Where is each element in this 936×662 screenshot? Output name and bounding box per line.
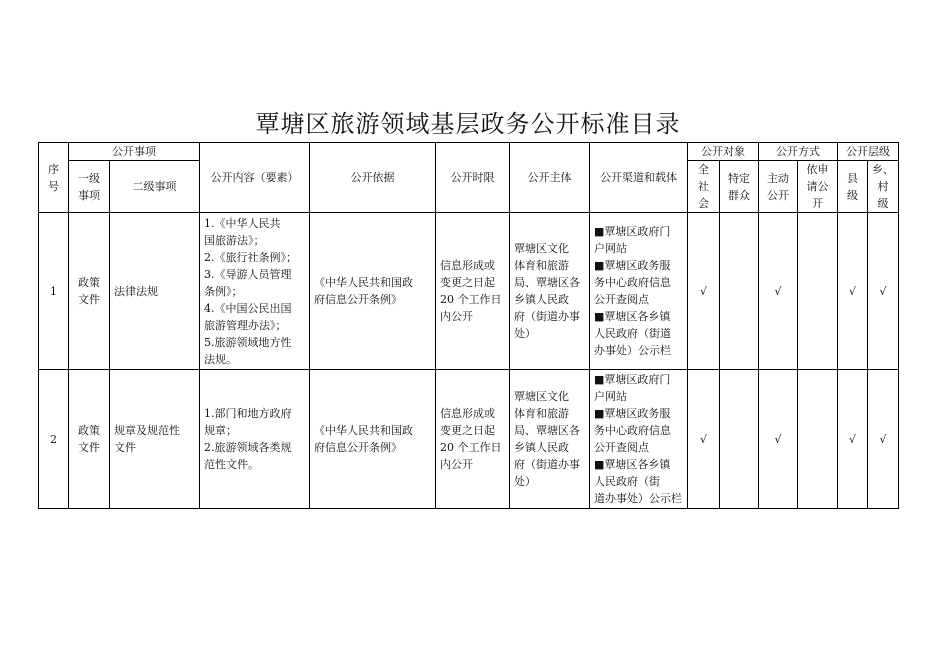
cell-line: 1.《中华人民共	[204, 216, 281, 230]
cell-line: 级	[877, 197, 889, 210]
cell-line: 主动	[767, 171, 789, 185]
header-level2: 二级事项	[110, 161, 200, 213]
cell-line: ■覃塘区政府门	[594, 373, 671, 386]
header-method-active	[759, 161, 798, 213]
cell-line: 规章及规范性	[114, 424, 180, 437]
cell-line: 范性文件。	[204, 458, 259, 471]
row-content	[200, 213, 310, 370]
row-time	[436, 213, 510, 370]
cell-line: 4.《中国公民出国	[204, 301, 292, 315]
row-level1	[69, 213, 110, 370]
row-level-county: √	[838, 213, 868, 370]
cell-line: 群众	[728, 188, 750, 202]
cell-line: 务中心政府信息	[594, 424, 671, 437]
cell-line: 20 个工作日	[440, 441, 502, 454]
cell-line: 国旅游法》；	[204, 233, 265, 247]
cell-line: 公开查阅点	[594, 293, 649, 306]
cell-line: 请公	[806, 180, 829, 193]
cell-line: 务中心政府信息	[594, 276, 671, 289]
cell-line: 信息形成或	[440, 259, 495, 272]
cell-line: 旅游管理办法》；	[204, 318, 287, 332]
cell-line: 户网站	[594, 242, 627, 255]
page-title: 覃塘区旅游领域基层政务公开标准目录	[255, 110, 681, 138]
row-channel	[590, 370, 688, 509]
cell-line: 社	[698, 180, 709, 193]
cell-line: 县	[847, 171, 858, 185]
cell-line: 覃塘区文化	[514, 242, 569, 255]
cell-line: 会	[698, 197, 709, 210]
cell-line: 规章；	[204, 424, 237, 437]
cell-line: 办事处）公示栏	[594, 344, 671, 357]
cell-line: 5.旅游领域地方性	[204, 335, 292, 349]
cell-line: 内公开	[440, 458, 473, 471]
table-row	[39, 370, 899, 509]
row-channel	[590, 213, 688, 370]
row-method-active: √	[759, 370, 798, 509]
cell-line: 信息形成或	[440, 407, 495, 420]
cell-line: 户网站	[594, 390, 627, 403]
header-target-all	[688, 161, 720, 213]
cell-line: 3.《导游人员管理	[204, 267, 292, 281]
row-level1	[69, 370, 110, 509]
row-seq: 1	[39, 213, 69, 370]
cell-line: 府信息公开条例》	[314, 293, 402, 306]
cell-line: 覃塘区文化	[514, 390, 569, 403]
cell-line: 文件	[78, 293, 100, 306]
cell-line: 体育和旅游	[514, 259, 569, 272]
cell-line: 法律法规	[114, 284, 158, 298]
row-level2	[110, 370, 200, 509]
cell-line: 政策	[78, 276, 100, 289]
header-level-town	[868, 161, 899, 213]
cell-line: 20 个工作日	[440, 293, 502, 306]
row-basis	[310, 213, 436, 370]
cell-line: 乡镇人民政	[514, 441, 569, 454]
cell-line: ■覃塘区政务服	[594, 407, 671, 420]
cell-line: 条例》；	[204, 284, 243, 298]
header-matters: 公开事项	[69, 143, 200, 161]
cell-line: 事项	[78, 188, 100, 202]
cell-line: 公开	[767, 188, 789, 202]
header-level1	[69, 161, 110, 213]
row-seq: 2	[39, 370, 69, 509]
cell-line: ■覃塘区政务服	[594, 259, 671, 272]
cell-line: 号	[48, 179, 59, 193]
header-subject: 公开主体	[510, 143, 590, 213]
cell-line: 变更之日起	[440, 276, 495, 289]
row-subject	[510, 370, 590, 509]
row-level-county: √	[838, 370, 868, 509]
row-basis	[310, 370, 436, 509]
row-target-specific	[720, 370, 759, 509]
cell-line: 特定	[728, 171, 750, 185]
cell-line: 村	[877, 180, 889, 193]
header-time: 公开时限	[436, 143, 510, 213]
cell-line: 府信息公开条例》	[314, 441, 402, 454]
row-target-all: √	[688, 213, 720, 370]
cell-line: 人民政府（街	[594, 475, 660, 488]
row-content	[200, 370, 310, 509]
cell-line: 一级	[78, 171, 100, 185]
catalog-table	[38, 142, 899, 509]
row-target-specific	[720, 213, 759, 370]
cell-line: 内公开	[440, 310, 473, 323]
cell-line: 1.部门和地方政府	[204, 407, 292, 420]
cell-line: 全	[698, 163, 709, 176]
row-method-apply	[798, 213, 838, 370]
cell-line: ■覃塘区各乡镇	[594, 458, 671, 471]
header-target: 公开对象	[688, 143, 759, 161]
cell-line: 人民政府（街道	[594, 327, 671, 340]
header-method: 公开方式	[759, 143, 838, 161]
header-method-apply	[798, 161, 838, 213]
cell-line: 局、覃塘区各	[514, 276, 580, 289]
cell-line: 局、覃塘区各	[514, 424, 580, 437]
cell-line: 公开查阅点	[594, 441, 649, 454]
row-level-town: √	[868, 370, 899, 509]
header-basis: 公开依据	[310, 143, 436, 213]
row-level-town: √	[868, 213, 899, 370]
row-time	[436, 370, 510, 509]
cell-line: 府（街道办事	[514, 310, 580, 323]
cell-line: 府（街道办事	[514, 458, 580, 471]
header-channel: 公开渠道和载体	[590, 143, 688, 213]
header-level: 公开层级	[838, 143, 899, 161]
cell-line: 法规。	[204, 352, 237, 366]
cell-line: 2.《旅行社条例》；	[204, 250, 297, 264]
cell-line: 处）	[514, 475, 536, 488]
cell-line: 依申	[806, 163, 829, 176]
cell-line: 体育和旅游	[514, 407, 569, 420]
cell-line: ■覃塘区各乡镇	[594, 310, 671, 323]
row-target-all: √	[688, 370, 720, 509]
cell-line: 处）	[514, 327, 536, 340]
header-content: 公开内容（要素）	[200, 143, 310, 213]
cell-line: 政策	[78, 424, 100, 437]
cell-line: 级	[847, 188, 858, 202]
cell-line: 《中华人民共和国政	[314, 424, 413, 437]
cell-line: ■覃塘区政府门	[594, 225, 671, 238]
cell-line: 2.旅游领域各类规	[204, 441, 292, 454]
cell-line: 《中华人民共和国政	[314, 276, 413, 289]
header-target-specific	[720, 161, 759, 213]
cell-line: 文件	[78, 441, 100, 454]
table-row	[39, 213, 899, 370]
cell-line: 序	[48, 162, 59, 176]
header-seq	[39, 143, 69, 213]
cell-line: 乡、	[872, 163, 894, 176]
row-subject	[510, 213, 590, 370]
cell-line: 文件	[114, 441, 136, 454]
row-method-active: √	[759, 213, 798, 370]
header-level-county	[838, 161, 868, 213]
cell-line: 开	[812, 197, 823, 210]
cell-line: 变更之日起	[440, 424, 495, 437]
row-level2	[110, 213, 200, 370]
row-method-apply	[798, 370, 838, 509]
cell-line: 道办事处）公示栏	[594, 492, 682, 505]
cell-line: 乡镇人民政	[514, 293, 569, 306]
